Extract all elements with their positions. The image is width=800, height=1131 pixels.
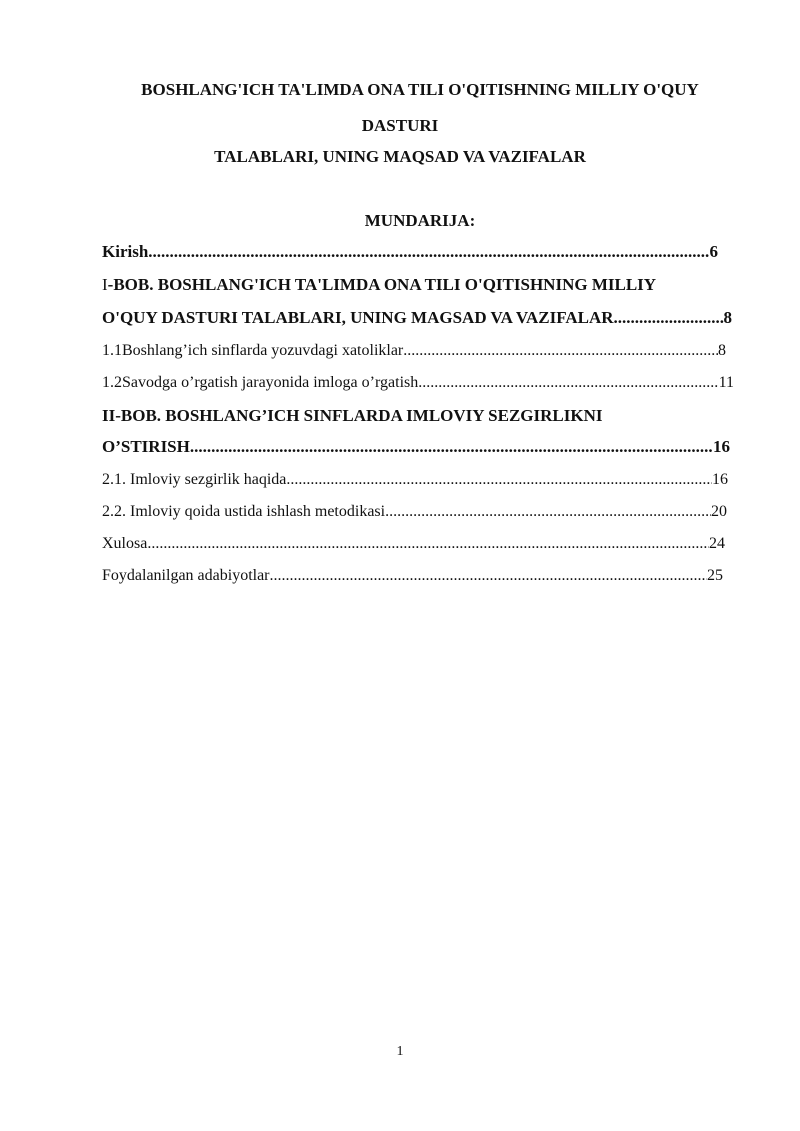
toc-entry-label: Kirish xyxy=(102,242,149,261)
toc-entry-label: O'QUY DASTURI TALABLARI, UNING MAGSAD VA VAZIFALAR xyxy=(102,308,614,327)
toc-entry-page: 8 xyxy=(723,308,732,327)
toc-entry-kirish xyxy=(102,242,718,262)
toc-entry-chapter-2-line-1: II-BOB. BOSHLANG’ICH SINFLARDA IMLOVIY SEZGIRLIKNI xyxy=(102,406,603,425)
page-number: 1 xyxy=(396,1044,404,1059)
toc-entry-page: 25 xyxy=(707,567,723,584)
toc-entry-page: 16 xyxy=(712,471,728,488)
toc-dot-leader xyxy=(385,503,711,521)
document-title-line-2: DASTURI xyxy=(361,116,439,135)
toc-dot-leader xyxy=(148,242,709,262)
toc-heading: MUNDARIJA: xyxy=(364,211,476,230)
toc-entry-xulosa xyxy=(102,535,725,553)
toc-entry-page: 6 xyxy=(709,242,718,261)
toc-entry-page: 16 xyxy=(713,437,730,456)
toc-dot-leader xyxy=(403,342,718,360)
toc-dot-leader xyxy=(286,471,712,489)
toc-entry-label: Xulosa xyxy=(102,535,148,552)
toc-entry-2-1 xyxy=(102,471,728,489)
toc-entry-label: 1.2Savodga o’rgatish jarayonida imloga o’rgatish xyxy=(102,374,419,391)
toc-entry-foydalanilgan-adabiyotlar xyxy=(102,567,723,585)
toc-entry-page: 8 xyxy=(718,342,726,359)
toc-entry-prefix: I xyxy=(102,275,108,294)
toc-entry-label: O’STIRISH xyxy=(102,437,190,456)
toc-dot-leader xyxy=(418,374,718,392)
toc-entry-label: Foydalanilgan adabiyotlar xyxy=(102,567,270,584)
toc-entry-label: 1.1Boshlang’ich sinflarda yozuvdagi xatoliklar xyxy=(102,342,404,359)
document-title-line-3: TALABLARI, UNING MAQSAD VA VAZIFALAR xyxy=(214,147,586,166)
toc-entry-1-1 xyxy=(102,342,726,360)
toc-entry-page: 20 xyxy=(711,503,727,520)
toc-entry-label: -BOB. BOSHLANG'ICH TA'LIMDA ONA TILI O'QITISHNING MILLIY xyxy=(107,275,657,294)
toc-entry-label: 2.2. Imloviy qoida ustida ishlash metodikasi xyxy=(102,503,386,520)
toc-entry-chapter-1-line-1 xyxy=(102,275,656,295)
toc-entry-label: 2.1. Imloviy sezgirlik haqida xyxy=(102,471,287,488)
toc-dot-leader xyxy=(270,567,707,585)
toc-entry-chapter-1-line-2 xyxy=(102,308,732,328)
toc-entry-1-2 xyxy=(102,374,734,392)
toc-entry-chapter-2-line-2 xyxy=(102,437,730,457)
toc-dot-leader xyxy=(147,535,709,553)
document-title-line-1: BOSHLANG'ICH TA'LIMDA ONA TILI O'QITISHNING MILLIY O'QUY xyxy=(141,80,699,99)
toc-entry-page: 11 xyxy=(718,374,734,391)
toc-entry-2-2 xyxy=(102,503,727,521)
toc-dot-leader xyxy=(614,308,724,328)
toc-dot-leader xyxy=(190,437,713,457)
toc-entry-page: 24 xyxy=(709,535,725,552)
